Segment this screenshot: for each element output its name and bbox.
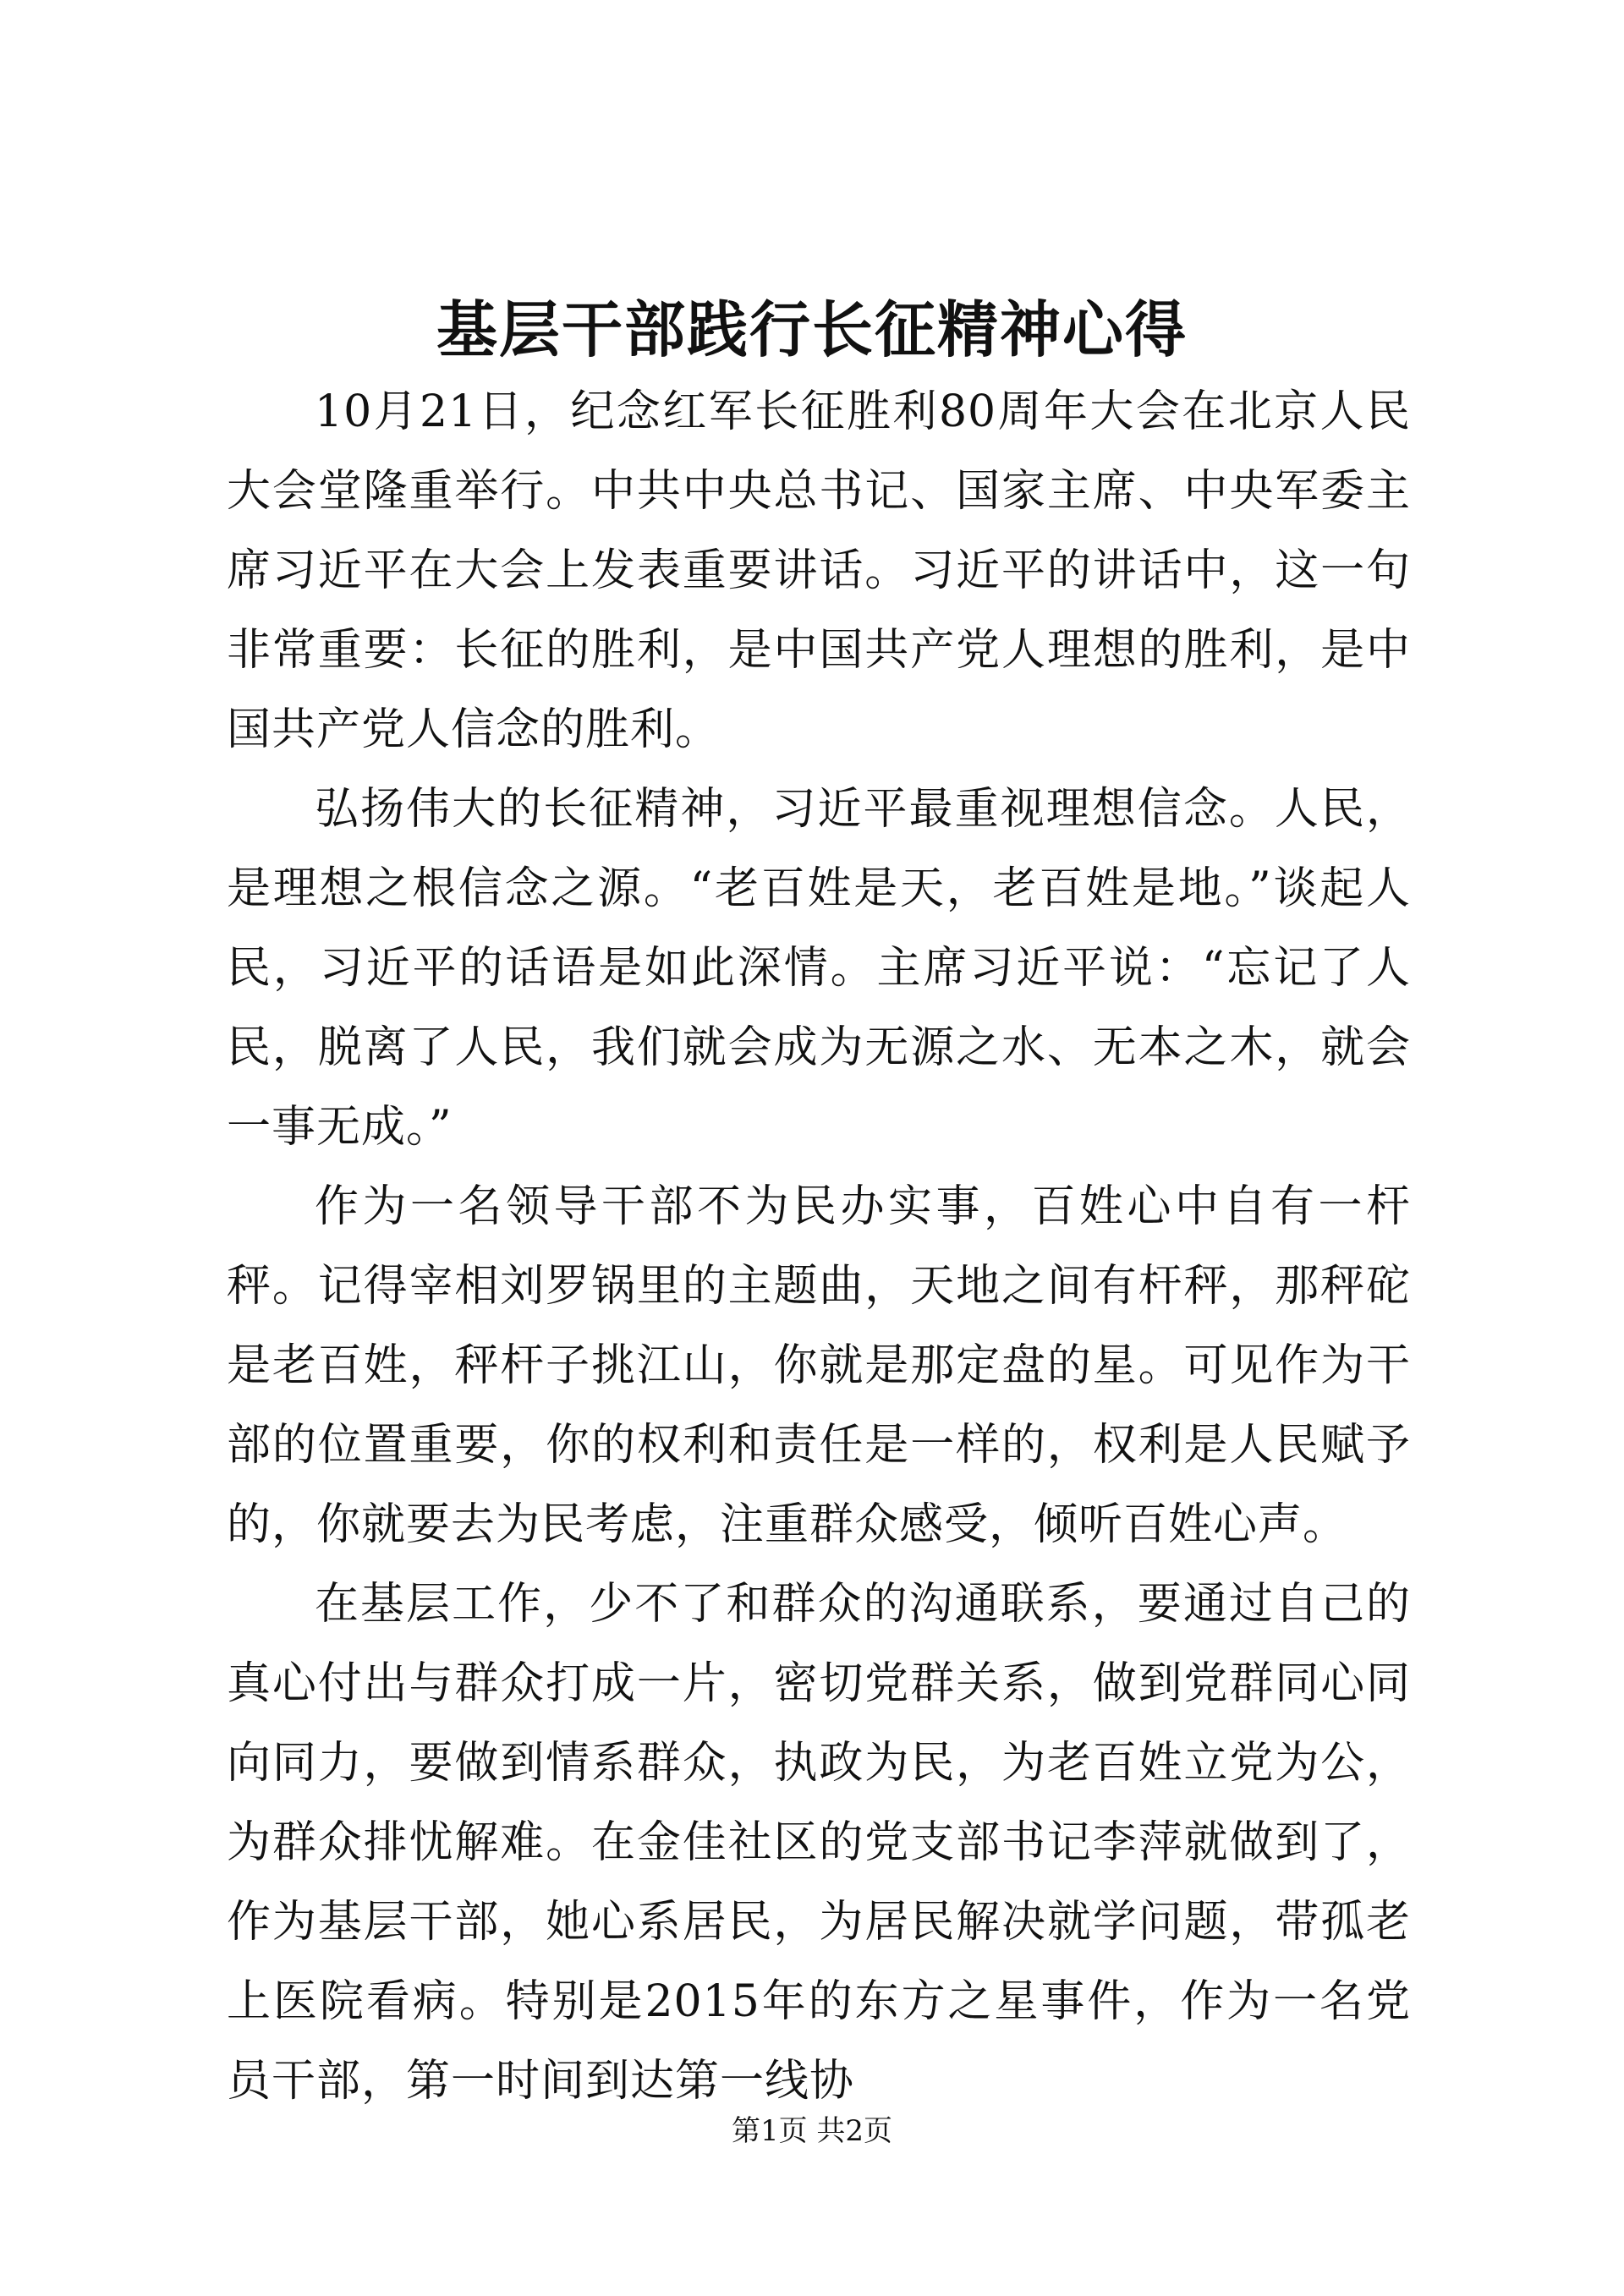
document-body	[227, 372, 1411, 2121]
page-number-footer: 第1页 共2页	[731, 2114, 893, 2148]
paragraph-1: 10月21日，纪念红军长征胜利80周年大会在北京人民大会堂隆重举行。中共中央总书记、国家主席、中央军委主席习近平在大会上发表重要讲话。习近平的讲话中，这一句非常重要：长征的胜利，是中国共产党人理想的胜利，是中国共产党人信念的胜利。	[227, 386, 1411, 755]
document-title: 基层干部践行长征精神心得	[436, 293, 1188, 365]
paragraph-2: 弘扬伟大的长征精神，习近平最重视理想信念。人民，是理想之根信念之源。“老百姓是天，老百姓是地。”谈起人民，习近平的话语是如此深情。主席习近平说：“忘记了人民，脱离了人民，我们就会成为无源之水、无本之木，就会一事无成。”	[227, 784, 1411, 1153]
paragraph-3: 作为一名领导干部不为民办实事，百姓心中自有一杆秤。记得宰相刘罗锅里的主题曲，天地之间有杆秤，那秤砣是老百姓，秤杆子挑江山，你就是那定盘的星。可见作为干部的位置重要，你的权利和责任是一样的，权利是人民赋予的，你就要去为民考虑，注重群众感受，倾听百姓心声。	[227, 1181, 1411, 1550]
paragraph-4: 在基层工作，少不了和群众的沟通联系，要通过自己的真心付出与群众打成一片，密切党群关系，做到党群同心同向同力，要做到情系群众，执政为民，为老百姓立党为公，为群众排忧解难。在金佳社区的党支部书记李萍就做到了，作为基层干部，她心系居民，为居民解决就学问题，带孤老上医院看病。特别是2015年的东方之星事件，作为一名党员干部，第一时间到达第一线协	[227, 1579, 1411, 2107]
